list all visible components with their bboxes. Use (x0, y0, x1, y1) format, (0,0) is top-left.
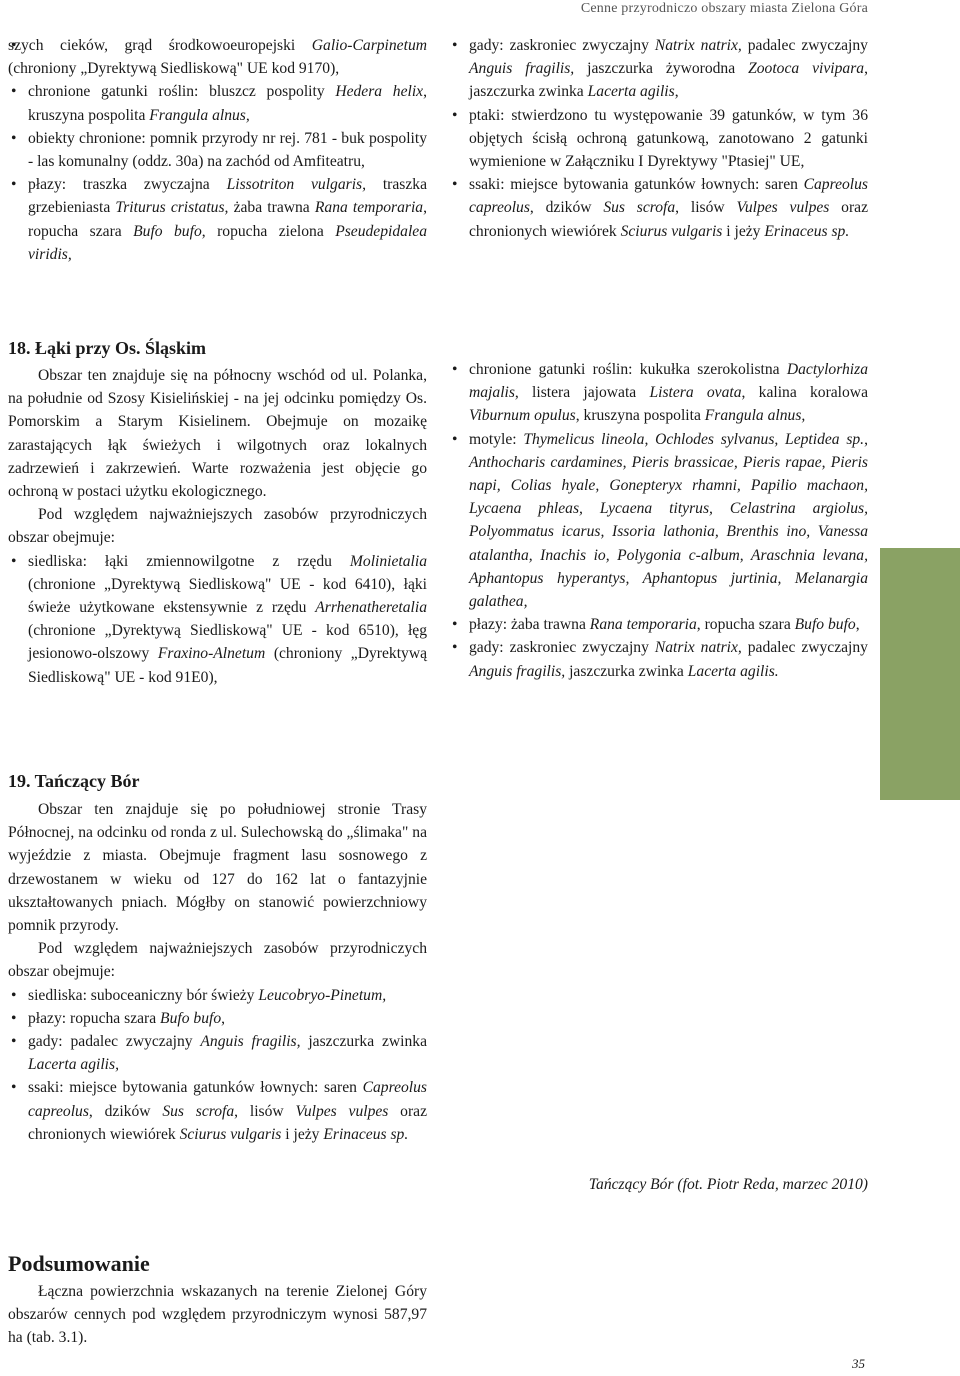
paragraph: Obszar ten znajduje się po południowej stronie Trasy Północnej, na odcinku od ronda z ul. Sulechowską do „ślimaka" na wyjeździe z miasta. Obejmuje fragment lasu sosnowego z drzewostanem w wieku od 127 do 162 lat o fantazyjnie ukształtowanych pniach. Mógłby on stanowić powierzchniowy pomnik przyrody. (8, 801, 427, 935)
italic-term: Anguis fragilis, (469, 662, 566, 680)
list-item: • płazy: żaba trawna Rana temporaria, ropucha szara Bufo bufo, (449, 613, 868, 636)
italic-term: Sciurus vulgaris (620, 222, 723, 240)
left-column-top (8, 34, 427, 266)
paragraph: Obszar ten znajduje się na północny wschód od ul. Polanka, na południe od Szosy Kisielińskiej - na jej odcinku pomiędzy Os. Pomorskim a Starym Kisielinem. Obejmuje on mozaikę zarastających łąk świeżych i wilgotnych oraz lokalnych zadrzewień i zakrzewień. Warte rozważenia jest objęcie go ochroną w postaci użytku ekologicznego. (8, 367, 427, 501)
photo-caption: Tańczący Bór (fot. Piotr Reda, marzec 2010) (588, 1176, 868, 1193)
italic-term: Lacerta agilis, (28, 1056, 119, 1074)
paragraph: Pod względem najważniejszych zasobów przyrodniczych obszar obejmuje: (8, 940, 427, 981)
italic-term: Fraxino-Alnetum (157, 645, 266, 663)
list-item: • obiekty chronione: pomnik przyrody nr rej. 781 - buk pospolity - las komunalny (oddz. 30a) na zachód od Amfiteatru, (8, 127, 427, 173)
running-head: Cenne przyrodniczo obszary miasta Zielona Góra (580, 1, 868, 16)
list-item: • gady: zaskroniec zwyczajny Natrix natrix, padalec zwyczajny Anguis fragilis, jaszczurka żyworodna Zootoca vivipara, jaszczurka zwinka Lacerta agilis, (449, 34, 868, 104)
list-item: • siedliska: łąki zmiennowilgotne z rzędu Molinietalia (chronione „Dyrektywą Siedliskową" UE - kod 6410), łąki świeże użytkowane ekstensywnie z rzędu Arrhenatheretalia (chronione „Dyrektywą Siedliskową" UE - kod 6510), łęg jesionowo-olszowy Fraxino-Alnetum (chroniony „Dyrektywą Siedliskową" UE - kod 91E0), (8, 550, 427, 689)
italic-term: Dactylorhiza majalis (469, 361, 868, 402)
list-item: • ptaki: stwierdzono tu występowanie 39 gatunków, w tym 36 objętych ścisłą ochroną gatunkową, zanotowano 2 gatunki wymienione w Załączniku I Dyrektywy "Ptasiej" UE, (449, 104, 868, 174)
section-18-right (449, 358, 868, 683)
chapter-tab (880, 548, 960, 800)
italic-term: Anguis fragilis, (200, 1033, 301, 1051)
italic-term: Bufo bufo (133, 222, 202, 240)
section-19-title: 19. Tańczący Bór (8, 771, 140, 791)
italic-term: Thymelicus lineola, Ochlodes sylvanus, Leptidea sp. (523, 430, 865, 448)
italic-term: Molinietalia (349, 552, 427, 570)
section-19-left (8, 798, 427, 1146)
italic-term: Lissotriton vulgaris, (226, 176, 367, 194)
italic-term: Sus scrofa (603, 199, 676, 217)
italic-term: Anthocharis cardamines, Pieris brassicae, Pieris rapae, Pieris napi, Colias hyale, Gonepteryx rhamni, Papilio machaon, Lycaena phleas, Lycaena tityrus, Celastrina argiolus, Polyommatus icarus, Issoria lathonia, Brenthis ino, Vanessa atalantha, Inachis io, Polygonia c-album, Araschnia levana, Aphantopus hyperantys, Aphantopus jurtinia, Melanargia galathea, (469, 453, 868, 611)
list-item: • gady: padalec zwyczajny Anguis fragilis, jaszczurka zwinka Lacerta agilis, (8, 1030, 427, 1076)
italic-term: Hedera helix (335, 83, 424, 101)
italic-term: Anguis fragilis, (469, 60, 575, 78)
italic-term: Erinaceus sp. (764, 222, 850, 240)
bullet-list (449, 358, 868, 683)
italic-term: Vulpes vulpes (736, 199, 830, 217)
page-number: 35 (852, 1356, 865, 1371)
list-item: • płazy: ropucha szara Bufo bufo, (8, 1007, 427, 1030)
italic-term: Natrix natrix, (654, 37, 742, 54)
italic-term: Rana temporaria (589, 616, 697, 634)
list-item: • siedliska: suboceaniczny bór świeży Leucobryo-Pinetum, (8, 984, 427, 1007)
list-item: • ssaki: miejsce bytowania gatunków łownych: saren Capreolus capreolus, dzików Sus scrofa, lisów Vulpes vulpes oraz chronionych wiewiórek Sciurus vulgaris i jeży Erinaceus sp. (449, 173, 868, 243)
italic-term: Natrix natrix, (654, 639, 742, 657)
section-18-left (8, 364, 427, 689)
italic-term: Sus scrofa (162, 1102, 235, 1120)
summary-body (8, 1280, 427, 1350)
italic-term: Triturus cristatus, (115, 199, 229, 217)
list-item: • gady: zaskroniec zwyczajny Natrix natrix, padalec zwyczajny Anguis fragilis, jaszczurka zwinka Lacerta agilis. (449, 636, 868, 682)
italic-term: Zootoca vivipara (748, 60, 865, 78)
italic-term: Frangula alnus, (704, 407, 806, 425)
right-column-top (449, 34, 868, 243)
bullet-list (8, 550, 427, 689)
italic-term: Bufo bufo (160, 1009, 222, 1027)
italic-term: Capreolus capreolus (469, 176, 868, 217)
italic-term: Rana temporaria (314, 199, 424, 217)
italic-term: Leucobryo-Pinetum, (258, 986, 387, 1004)
italic-term: Listera ovata (649, 384, 742, 402)
italic-term: Vulpes vulpes (295, 1102, 389, 1120)
italic-term: Viburnum opulus (469, 407, 576, 425)
list-item: • chronione gatunki roślin: bluszcz pospolity Hedera helix, kruszyna pospolita Frangula alnus, (8, 80, 427, 126)
section-18-title: 18. Łąki przy Os. Śląskim (8, 338, 207, 358)
list-item: • chronione gatunki roślin: kukułka szerokolistna Dactylorhiza majalis, listera jajowata Listera ovata, kalina koralowa Viburnum opulus, kruszyna pospolita Frangula alnus, (449, 358, 868, 428)
bullet-list (8, 984, 427, 1146)
italic-term: Bufo bufo (794, 616, 856, 634)
bullet-list (449, 34, 868, 243)
list-item: • szych cieków, grąd środkowoeuropejski Galio-Carpinetum (chroniony „Dyrektywą Siedliskową" UE kod 9170), (8, 34, 427, 80)
italic-term: Sciurus vulgaris (179, 1125, 282, 1143)
summary-title: Podsumowanie (8, 1251, 150, 1276)
list-item: • płazy: traszka zwyczajna Lissotriton vulgaris, traszka grzebieniasta Triturus cristatus, żaba trawna Rana temporaria, ropucha szara Bufo bufo, ropucha zielona Pseudepidalea viridis, (8, 173, 427, 266)
italic-term: Capreolus capreolus (28, 1079, 427, 1120)
italic-term: Galio-Carpinetum (311, 37, 427, 54)
italic-term: Pseudepidalea viridis, (28, 222, 428, 263)
list-item: • motyle: Thymelicus lineola, Ochlodes sylvanus, Leptidea sp., Anthocharis cardamines, Pieris brassicae, Pieris rapae, Pieris napi, Colias hyale, Gonepteryx rhamni, Papilio machaon, Lycaena phleas, Lycaena tityrus, Celastrina argiolus, Polyommatus icarus, Issoria lathonia, Brenthis ino, Vanessa atalantha, Inachis io, Polygonia c-album, Araschnia levana, Aphantopus hyperantys, Aphantopus jurtinia, Melanargia galathea, (449, 428, 868, 614)
bullet-list (8, 34, 427, 266)
italic-term: Lacerta agilis. (687, 662, 779, 680)
italic-term: Frangula alnus, (149, 106, 250, 124)
italic-term: Erinaceus sp. (323, 1125, 409, 1143)
paragraph: Pod względem najważniejszych zasobów przyrodniczych obszar obejmuje: (8, 506, 427, 547)
paragraph: Łączna powierzchnia wskazanych na terenie Zielonej Góry obszarów cennych pod względem przyrodniczym wynosi 587,97 ha (tab. 3.1). (8, 1283, 427, 1347)
italic-term: Lacerta agilis (587, 83, 675, 101)
italic-term: Arrhenatheretalia (315, 599, 427, 617)
list-item: • ssaki: miejsce bytowania gatunków łownych: saren Capreolus capreolus, dzików Sus scrofa, lisów Vulpes vulpes oraz chronionych wiewiórek Sciurus vulgaris i jeży Erinaceus sp. (8, 1076, 427, 1146)
